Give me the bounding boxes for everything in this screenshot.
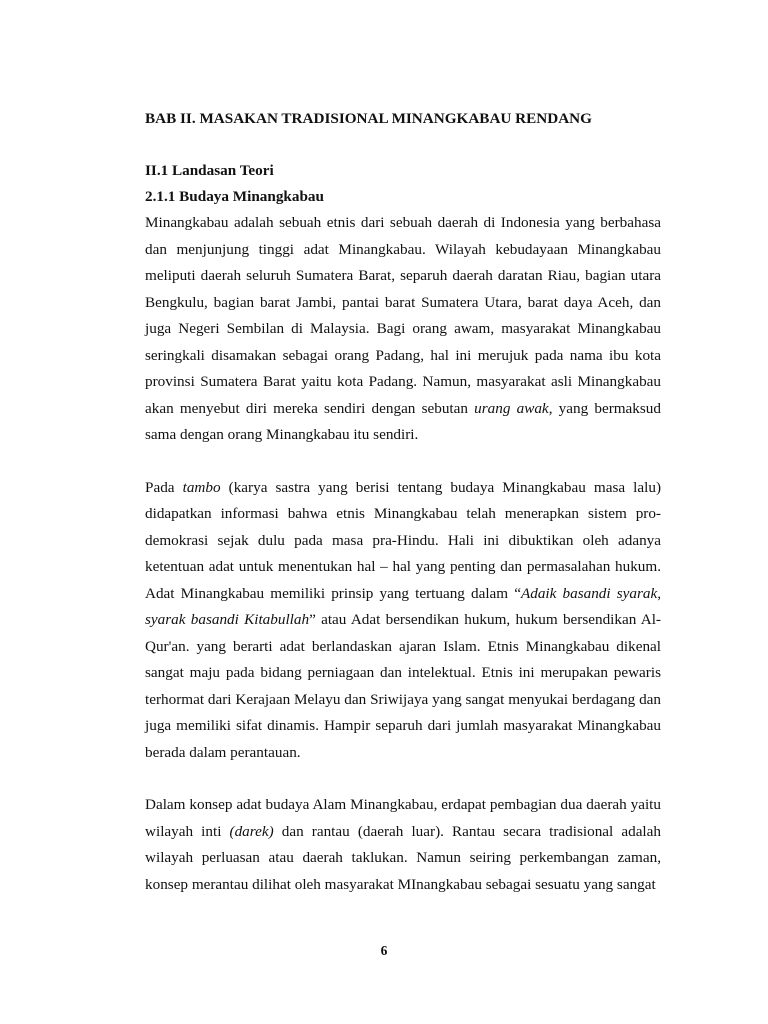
paragraph-2 — [145, 475, 661, 767]
paragraph-3-italic: (darek) — [229, 822, 274, 840]
paragraph-1-text-a: Minangkabau adalah sebuah etnis dari sebuah daerah di Indonesia yang berbahasa dan menjunjung tinggi adat Minangkabau. Wilayah kebudayaan Minangkabau meliputi daerah seluruh Sumatera Barat, separuh daerah daratan Riau, bagian utara Bengkulu, bagian barat Jambi, pantai barat Sumatera Utara, barat daya Aceh, dan juga Negeri Sembilan di Malaysia. Bagi orang awam, masyarakat Minangkabau seringkali disamakan sebagai orang Padang, hal ini merujuk pada nama ibu kota provinsi Sumatera Barat yaitu kota Padang. Namun, masyarakat asli Minangkabau akan menyebut diri mereka sendiri dengan sebutan — [145, 214, 661, 417]
paragraph-3-text-b: dan rantau (daerah luar). Rantau secara tradisional adalah wilayah perluasan atau daerah taklukan. Namun seiring perkembangan zaman, konsep merantau dilihat oleh masyarakat MInangkabau sebagai sesuatu yang sangat — [145, 822, 661, 893]
paragraph-2-text-a: Pada — [145, 478, 183, 496]
paragraph-3 — [145, 792, 661, 898]
chapter-title: BAB II. MASAKAN TRADISIONAL MINANGKABAU RENDANG — [145, 110, 592, 127]
paragraph-2-italic-2: Adaik basandi syarak, syarak basandi Kitabullah — [145, 584, 661, 628]
page-body — [145, 108, 661, 898]
paragraph-2-text-b: (karya sastra yang berisi tentang budaya Minangkabau masa lalu) didapatkan informasi bahwa etnis Minangkabau telah menerapkan sistem pro-demokrasi sejak dulu pada masa pra-Hindu. Hali ini dibuktikan oleh adanya ketentuan adat untuk menentukan hal – hal yang penting dan permasalahan hukum. Adat Minangkabau memiliki prinsip yang tertuang dalam “ — [145, 478, 662, 602]
paragraph-1-italic: urang awak — [474, 399, 549, 417]
paragraph-1 — [145, 210, 661, 449]
subsection-heading: 2.1.1 Budaya Minangkabau — [145, 188, 324, 205]
section-heading: II.1 Landasan Teori — [145, 162, 274, 179]
page-number: 6 — [380, 943, 388, 958]
paragraph-1-text-b: , yang bermaksud sama dengan orang Minangkabau itu sendiri. — [145, 399, 661, 443]
paragraph-3-text-a: Dalam konsep adat budaya Alam Minangkabau, erdapat pembagian dua daerah yaitu wilayah inti — [145, 796, 661, 840]
paragraph-2-italic-1: tambo — [182, 478, 221, 496]
paragraph-2-text-c: ” atau Adat bersendikan hukum, hukum bersendikan Al-Qur'an. yang berarti adat berlandaskan ajaran Islam. Etnis Minangkabau dikenal sangat maju pada bidang perniagaan dan intelektual. Etnis ini merupakan pewaris terhormat dari Kerajaan Melayu dan Sriwijaya yang sangat menyukai berdagang dan juga memiliki sifat dinamis. Hampir separuh dari jumlah masyarakat Minangkabau berada dalam perantauan. — [145, 611, 661, 761]
